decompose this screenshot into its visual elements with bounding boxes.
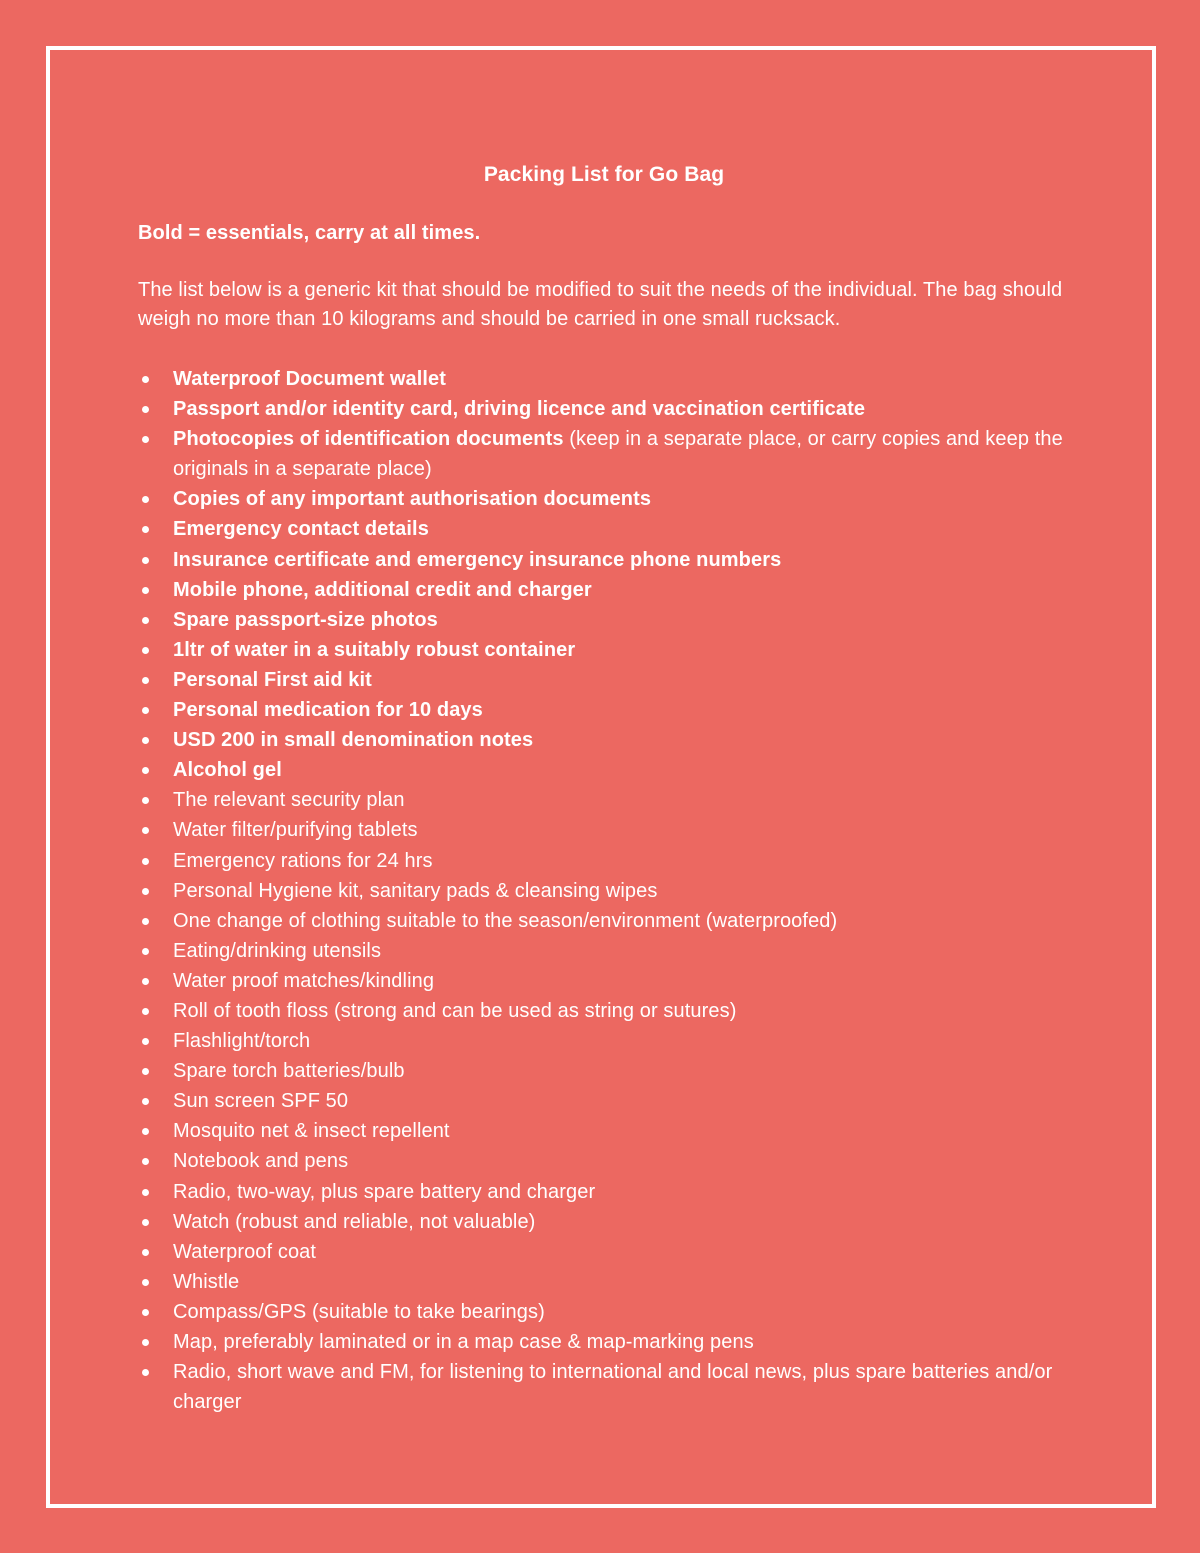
list-item — [138, 785, 1068, 815]
bullet-icon — [142, 948, 149, 955]
item-text: Sun screen SPF 50 — [173, 1090, 349, 1113]
item-text: Compass/GPS (suitable to take bearings) — [173, 1300, 545, 1323]
essential-item-text: 1ltr of water in a suitably robust container — [173, 638, 576, 661]
list-item — [138, 876, 1068, 906]
essential-item-text: Mobile phone, additional credit and charger — [173, 578, 592, 601]
essential-item-text: Emergency contact details — [173, 518, 429, 541]
item-text: Flashlight/torch — [173, 1030, 311, 1053]
essential-item-text: Spare passport-size photos — [173, 608, 438, 631]
list-item — [138, 514, 1068, 544]
document-body — [138, 160, 1068, 1417]
item-text: Radio, two-way, plus spare battery and charger — [173, 1180, 596, 1203]
item-text: Waterproof coat — [173, 1240, 317, 1263]
list-item — [138, 1026, 1068, 1056]
list-item — [138, 635, 1068, 665]
bullet-icon — [142, 767, 149, 774]
bullet-icon — [142, 1249, 149, 1256]
bullet-icon — [142, 406, 149, 413]
item-text: Map, preferably laminated or in a map case & map-marking pens — [173, 1331, 754, 1353]
list-item — [138, 936, 1068, 966]
bullet-icon — [142, 1279, 149, 1286]
bullet-icon — [142, 888, 149, 895]
bullet-icon — [142, 557, 149, 564]
item-text: The relevant security plan — [173, 789, 405, 812]
bullet-icon — [142, 1068, 149, 1075]
list-item — [138, 755, 1068, 785]
list-item — [138, 906, 1068, 936]
list-item — [138, 1297, 1068, 1327]
list-item — [138, 1056, 1068, 1086]
list-item — [138, 1146, 1068, 1176]
essential-item-text: Insurance certificate and emergency insurance phone numbers — [173, 548, 782, 571]
list-item — [138, 695, 1068, 725]
bullet-icon — [142, 827, 149, 834]
essential-item-text: Passport and/or identity card, driving licence and vaccination certificate — [173, 398, 866, 421]
item-text: Personal Hygiene kit, sanitary pads & cleansing wipes — [173, 879, 658, 902]
bullet-icon — [142, 1128, 149, 1135]
item-text: Whistle — [173, 1270, 240, 1293]
list-item — [138, 1267, 1068, 1297]
essential-item-text: Personal First aid kit — [173, 668, 372, 691]
list-item — [138, 1116, 1068, 1146]
list-item — [138, 545, 1068, 575]
item-text: Eating/drinking utensils — [173, 939, 382, 962]
list-item — [138, 1086, 1068, 1116]
bold-legend: Bold = essentials, carry at all times. — [138, 222, 481, 244]
bullet-icon — [142, 707, 149, 714]
list-item — [138, 1237, 1068, 1267]
bullet-icon — [142, 858, 149, 865]
list-item — [138, 1207, 1068, 1237]
essential-item-text: Alcohol gel — [173, 759, 282, 782]
bullet-icon — [142, 1369, 149, 1376]
list-item — [138, 484, 1068, 514]
bullet-icon — [142, 496, 149, 503]
essential-item-text: Copies of any important authorisation documents — [173, 488, 652, 511]
bullet-icon — [142, 1339, 149, 1346]
bullet-icon — [142, 677, 149, 684]
list-item — [138, 966, 1068, 996]
item-text: One change of clothing suitable to the season/environment (waterproofed) — [173, 909, 838, 932]
essential-item-text: Waterproof Document wallet — [173, 368, 446, 390]
list-item — [138, 665, 1068, 695]
bullet-icon — [142, 797, 149, 804]
bullet-icon — [142, 1158, 149, 1165]
list-item — [138, 364, 1068, 394]
item-text: (keep in a separate place, or carry copies and keep the originals in a separate place) — [173, 428, 1063, 481]
list-item — [138, 394, 1068, 424]
item-text: Watch (robust and reliable, not valuable) — [173, 1210, 536, 1233]
list-item — [138, 424, 1068, 484]
bullet-icon — [142, 1219, 149, 1226]
bullet-icon — [142, 436, 149, 443]
bullet-icon — [142, 1189, 149, 1196]
bullet-icon — [142, 526, 149, 533]
bullet-icon — [142, 587, 149, 594]
list-item — [138, 725, 1068, 755]
list-item — [138, 1177, 1068, 1207]
list-item — [138, 575, 1068, 605]
intro-paragraph: The list below is a generic kit that should be modified to suit the needs of the individual. The bag should weigh no more than 10 kilograms and should be carried in one small rucksack. — [138, 279, 1063, 330]
bullet-icon — [142, 737, 149, 744]
bullet-icon — [142, 1309, 149, 1316]
bullet-icon — [142, 1008, 149, 1015]
essential-item-text: Personal medication for 10 days — [173, 699, 483, 722]
bullet-icon — [142, 1038, 149, 1045]
bullet-icon — [142, 647, 149, 654]
bullet-icon — [142, 978, 149, 985]
item-text: Water proof matches/kindling — [173, 969, 435, 992]
document-title: Packing List for Go Bag — [483, 163, 725, 186]
list-item — [138, 846, 1068, 876]
list-item — [138, 1357, 1068, 1417]
bullet-icon — [142, 918, 149, 925]
list-item — [138, 815, 1068, 845]
item-text: Mosquito net & insect repellent — [173, 1120, 450, 1143]
list-item — [138, 605, 1068, 635]
bullet-icon — [142, 617, 149, 624]
bullet-icon — [142, 1098, 149, 1105]
item-text: Water filter/purifying tablets — [173, 819, 418, 842]
item-text: Spare torch batteries/bulb — [173, 1060, 405, 1083]
item-text: Emergency rations for 24 hrs — [173, 849, 433, 872]
item-text: Notebook and pens — [173, 1150, 349, 1173]
essential-item-text: USD 200 in small denomination notes — [173, 729, 534, 752]
packing-list — [138, 364, 1068, 1417]
item-text: Roll of tooth floss (strong and can be used as string or sutures) — [173, 999, 737, 1022]
bullet-icon — [142, 376, 149, 383]
essential-item-text: Photocopies of identification documents — [173, 428, 564, 451]
list-item — [138, 1327, 1068, 1357]
list-item — [138, 996, 1068, 1026]
item-text: Radio, short wave and FM, for listening to international and local news, plus spare batteries and/or charger — [173, 1361, 1053, 1414]
